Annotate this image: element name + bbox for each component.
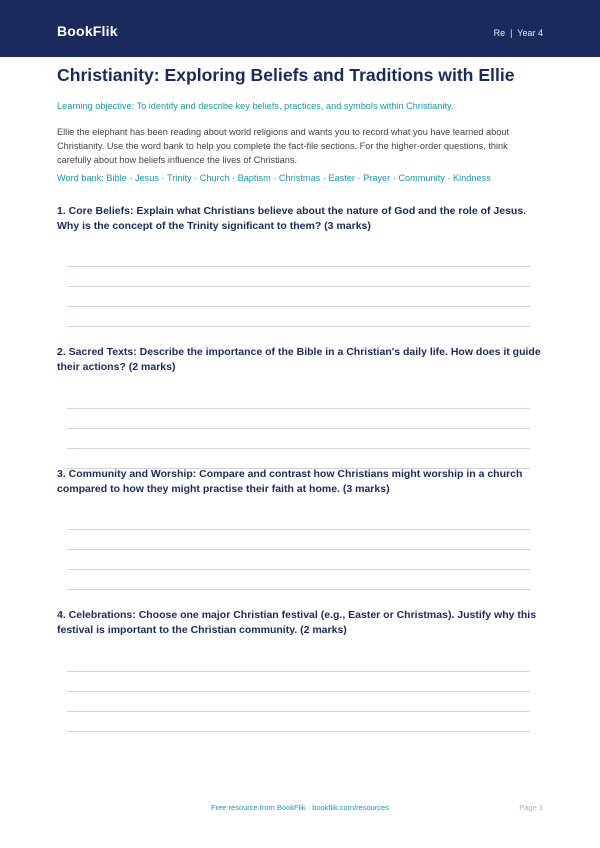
intro-paragraph: Ellie the elephant has been reading about world religions and wants you to record what you have learned about Christianity. Use the word bank to help you complete the fact-file sections. For the higher-order questions, think carefully about how beliefs influence the lives of Christians. <box>57 127 510 165</box>
answer-line[interactable] <box>67 569 530 570</box>
page-header <box>0 0 600 57</box>
brand-logo[interactable]: BookFlik <box>57 23 118 39</box>
answer-line[interactable] <box>67 549 530 550</box>
answer-line[interactable] <box>67 589 530 590</box>
page-number: Page 1 <box>519 803 543 812</box>
question-2: 2. Sacred Texts: Describe the importance of the Bible in a Christian's daily life. How does it guide their actions? (2 marks) <box>57 346 541 373</box>
question-1: 1. Core Beliefs: Explain what Christians believe about the nature of God and the role of Jesus. Why is the concept of the Trinity significant to them? (3 marks) <box>57 205 527 232</box>
answer-line[interactable] <box>67 671 530 672</box>
word-bank: Word bank: Bible · Jesus · Trinity · Church · Baptism · Christmas · Easter · Prayer · Community · Kindness <box>57 173 491 183</box>
learning-objective: Learning objective: To identify and describe key beliefs, practices, and symbols within Christianity. <box>57 101 454 111</box>
answer-line[interactable] <box>67 266 530 267</box>
answer-line[interactable] <box>67 731 530 732</box>
question-3: 3. Community and Worship: Compare and contrast how Christians might worship in a church compared to how they might practise their faith at home. (3 marks) <box>57 468 523 495</box>
answer-line[interactable] <box>67 529 530 530</box>
answer-line[interactable] <box>67 691 530 692</box>
answer-line[interactable] <box>67 326 530 327</box>
answer-line[interactable] <box>67 711 530 712</box>
answer-line[interactable] <box>67 448 530 449</box>
answer-line[interactable] <box>67 306 530 307</box>
question-4: 4. Celebrations: Choose one major Christian festival (e.g., Easter or Christmas). Justify why this festival is important to the Christian community. (2 marks) <box>57 609 537 636</box>
answer-line[interactable] <box>67 286 530 287</box>
answer-line[interactable] <box>67 428 530 429</box>
answer-line[interactable] <box>67 408 530 409</box>
footer-link[interactable]: Free resource from BookFlik · bookflik.com/resources <box>211 803 389 812</box>
subject-year-label: Re | Year 4 <box>493 28 543 38</box>
page-title: Christianity: Exploring Beliefs and Traditions with Ellie <box>57 65 515 85</box>
